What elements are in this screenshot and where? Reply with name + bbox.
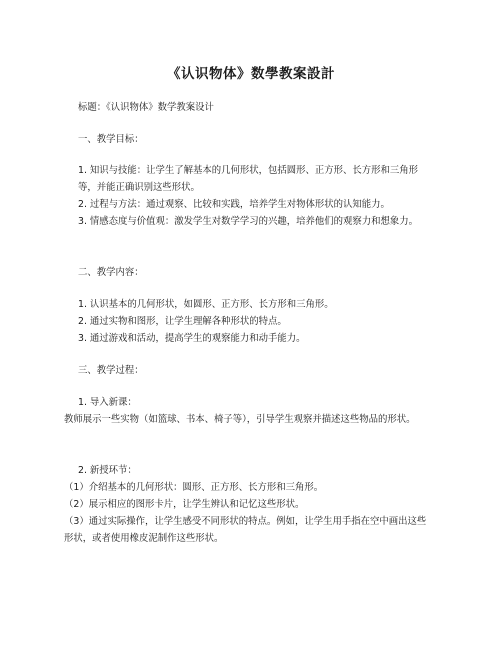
- step1-body: 教师展示一些实物（如篮球、书本、椅子等），引导学生观察并描述这些物品的形状。: [64, 414, 416, 425]
- document-subtitle: 标题：《认识物体》数学教案设计: [78, 102, 214, 113]
- step2-item-1: （1）介绍基本的几何形状：圆形、正方形、长方形和三角形。: [64, 482, 324, 493]
- document-title: 《认识物体》数學教案設計: [167, 66, 335, 82]
- content-item-2: 2. 通过实物和图形，让学生理解各种形状的特点。: [78, 316, 287, 327]
- content-item-1: 1. 认识基本的几何形状，如圆形、正方形、长方形和三角形。: [78, 299, 334, 310]
- step2-title: 2. 新授环节：: [78, 465, 137, 476]
- objective-item-3: 3. 情感态度与价值观：激发学生对数学学习的兴趣，培养他们的观察力和想象力。: [78, 216, 419, 227]
- step2-item-3: （3）通过实际操作，让学生感受不同形状的特点。例如，让学生用手指在空中画出这些形状，或者使用橡皮泥制作这些形状。: [64, 516, 427, 544]
- objective-item-2: 2. 过程与方法：通过观察、比较和实践，培养学生对物体形状的认知能力。: [78, 199, 390, 210]
- section-heading-objectives: 一、教学目标：: [78, 134, 144, 145]
- objective-item-1: 1. 知识与技能：让学生了解基本的几何形状，包括圆形、正方形、长方形和三角形等，并能正确识别这些形状。: [78, 165, 419, 193]
- section-heading-content: 二、教学内容：: [78, 267, 144, 278]
- step2-item-2: （2）展示相应的图形卡片，让学生辨认和记忆这些形状。: [64, 499, 305, 510]
- section-heading-process: 三、教学过程：: [78, 365, 144, 376]
- step1-title: 1. 导入新课：: [78, 397, 137, 408]
- content-item-3: 3. 通过游戏和活动，提高学生的观察能力和动手能力。: [78, 333, 306, 344]
